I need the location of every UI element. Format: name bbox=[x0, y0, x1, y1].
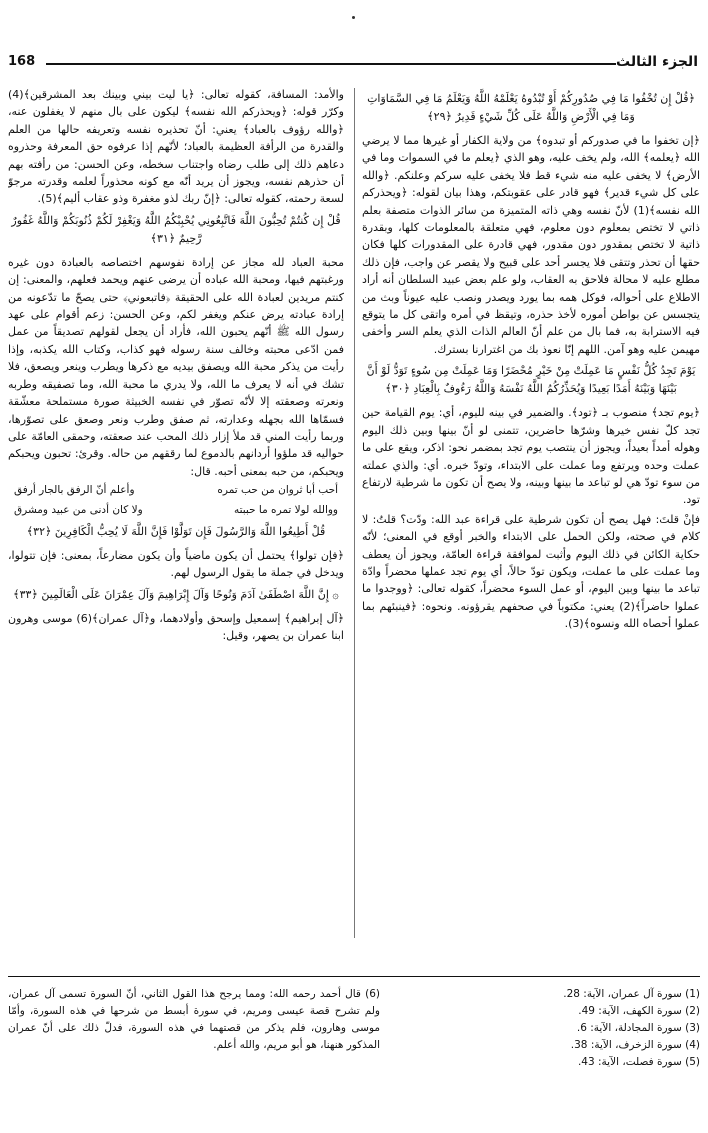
commentary-paragraph: والأمد: المسافة، كقوله تعالى: ﴿يا ليت بيني وبينك بعد المشرقين﴾(4) وكرّر قوله: ﴿ويحذركم الله نفسه﴾ ليكون على بال منهم لا يغفلون عنه، ﴿والله رؤوف بالعباد﴾ يعني: أنّ تحذيره نفسه وتعريفه حالها من العلم والقدرة من الرأفة العظيمة بالعباد؛ لأنّهم إذا عرفوه حق المعرفة وحذروه دعاهم ذلك إلى طلب رضاه واجتناب سخطه، وعن الحسن: من رأفته بهم أن حذرهم نفسه، ويجوز أن يريد أنّه مع كونه محذوراً لعلمه وقدرته مرجوّ لسعة رحمته، كقوله تعالى: ﴿إنّ ربك لذو مغفرة وذو عقاب أليم﴾(5). bbox=[8, 88, 344, 206]
footnote-rule bbox=[8, 976, 700, 977]
quran-verse: ﴿قُلْ إِن تُخْفُوا مَا فِي صُدُورِكُمْ أَوْ تُبْدُوهُ يَعْلَمْهُ اللَّهُ وَيَعْلَمُ مَا فِي السَّمَاوَاتِ وَمَا فِي الْأَرْضِ وَاللَّهُ عَلَى كُلِّ شَيْءٍ قَدِيرٌ ﴿٢٩﴾ bbox=[367, 92, 695, 123]
verse-second-half: وأعلم أنّ الرفق بالجار أرفق bbox=[14, 484, 135, 497]
footnote-line: (3) سورة المجادلة، الآية: 6. bbox=[576, 1022, 700, 1034]
running-header bbox=[6, 54, 702, 72]
commentary-paragraph: فإنْ قلتَ: فهل يصح أن تكون شرطية على قراءة عبد الله: ودّت؟ قلتُ: لا كلام في صحته، ولكن الحمل على الابتداء والخبر أوقع في المعنى؛ لأنّه حكاية الكائن في ذلك اليوم وأثبت لموافقة قراءة العامّة، ويجوز أن يعطف وما عملت على ما عملت، ويكون تودّ حالاً، أي يوم تجد عملها محضراً وادّة تباعد ما بينها وبين اليوم، أو عمل السوء محضراً، كقوله تعالى: ﴿ووجدوا ما عملوا حاضراً﴾(2) يعني: مكتوباً في صحفهم يقرؤونه. ونحوه: ﴿فينبئهم بما عملوا أحصاه الله ونسوه﴾(3). bbox=[362, 512, 700, 631]
footnote-line: (2) سورة الكهف، الآية: 49. bbox=[578, 1005, 700, 1017]
header-rule bbox=[46, 63, 616, 65]
commentary-paragraph: ﴿يوم تجد﴾ منصوب بـ ﴿تود﴾. والضمير في بينه لليوم، أي: يوم القيامة حين تجد كلّ نفس خيرها وشرّها حاضرين، تتمنى لو أنّ بينها وبين ذلك اليوم وهوله أمداً بعيداً، ويجوز أن ينتصب يوم تجد بمضمر نحو: اذكر، ويقع على ما عملت وحده ويرتفع وما عملت على الابتداء، وتودّ خبره. أي: والذي عملته من سوء تودّ هي لو تباعد ما بينها وبينه، ولا يصح أن تكون ما شرطية لارتفاع تود. bbox=[362, 406, 700, 507]
footnotes-right bbox=[400, 986, 700, 1071]
quran-verse: ۞ إِنَّ اللَّهَ اصْطَفَىٰ آدَمَ وَنُوحًا وَآلَ إِبْرَاهِيمَ وَآلَ عِمْرَانَ عَلَى الْعَالَمِينَ ﴿٣٣﴾ bbox=[13, 587, 339, 601]
page-mark bbox=[352, 16, 355, 19]
left-column bbox=[8, 86, 344, 946]
footnote-line: (1) سورة آل عمران، الآية: 28. bbox=[563, 988, 700, 1000]
right-column bbox=[362, 86, 700, 926]
footnote-line: (5) سورة فصلت، الآية: 43. bbox=[577, 1056, 700, 1068]
poem-verse bbox=[14, 482, 338, 499]
verse-first-half: أحب أبا ثروان من حب تمره bbox=[217, 484, 338, 497]
commentary-paragraph: ﴿فإن تولوا﴾ يحتمل أن يكون ماضياً وأن يكون مضارعاً، بمعنى: فإن تتولوا، ويدخل في جملة ما يقول الرسول لهم. bbox=[8, 548, 344, 580]
column-divider bbox=[354, 88, 355, 938]
quran-verse: قُلْ إِن كُنتُمْ تُحِبُّونَ اللَّهَ فَاتَّبِعُونِي يُحْبِبْكُمُ اللَّهُ وَيَغْفِرْ لَكُمْ ذُنُوبَكُمْ وَاللَّهُ غَفُورٌ رَّحِيمٌ ﴿٣١﴾ bbox=[11, 213, 341, 245]
quran-verse: يَوْمَ تَجِدُ كُلُّ نَفْسٍ مَا عَمِلَتْ مِنْ خَيْرٍ مُحْضَرًا وَمَا عَمِلَتْ مِن سُوءٍ تَوَدُّ لَوْ أَنَّ بَيْنَهَا وَبَيْنَهُ أَمَدًا بَعِيدًا وَيُحَذِّرُكُمُ اللَّهُ نَفْسَهُ وَاللَّهُ رَءُوفٌ بِالْعِبَادِ ﴿٣٠﴾ bbox=[366, 364, 696, 396]
footnote-line: (4) سورة الزخرف، الآية: 38. bbox=[570, 1039, 700, 1051]
poem-verse bbox=[14, 502, 338, 519]
commentary-paragraph: محبة العباد لله مجاز عن إرادة نفوسهم اختصاصه بالعبادة دون غيره ورغبتهم فيها، ومحبة الله عباده أن يرضى عنهم ويحمد فعلهم، والمعنى: إن كنتم مريدين لعبادة الله على الحقيقة ﴿فاتبعوني﴾ حتى يصحّ ما تدّعونه من إرادة عبادته يرض عنكم ويغفر لكم، وعن الحسن: زعم أقوام على عهد رسول الله ﷺ أنّهم يحبون الله، فأراد أن يجعل لقولهم تصديقاً من عمل فمن ادّعى محبته وخالف سنة رسوله فهو كذاب، وكتاب الله يكذبه، وإذا رأيت من يذكر محبة الله ويصفق بيديه مع ذكرها ويطرب وينعر ويصعق، فلا تشك في أنه لا يعرف ما الله، ولا يدري ما محبة الله، وما تصفيقه وطربه ونعرته وصعقته إلا لأنّه تصوّر في نفسه الخبيثة صورة مستملحة معشّقة فسمّاها الله بجهله وعدارته، ثم صفق وطرب ونعر وصعق على تصوّرها، وربما رأيت المني قد ملأ إزار ذلك المحب عند صعقته، وحمقى العامّة على حواليه قد ملؤوا أردانهم بالدموع لما رققهم من حاله. وقرئ: تحبون ويحبكم ويحبكم، من حبه بمعنى أحبه. قال: bbox=[8, 255, 344, 478]
footnote-6: (6) قال أحمد رحمه الله: ومما يرجح هذا القول الثاني، أنّ السورة تسمى آل عمران، ولم تشرح قصة عيسى ومريم، في سورة أبسط من شرحها في هذه السورة، وأمّا موسى وهارون، فلم يذكر من قصتهما في هذه السورة، فدلّ ذلك على أنّ عمران المذكور هنهنا، هو أبو مريم، والله أعلم. bbox=[8, 988, 380, 1051]
part-title: الجزء الثالث bbox=[616, 54, 698, 70]
quran-verse: قُلْ أَطِيعُوا اللَّهَ وَالرَّسُولَ فَإِن تَوَلَّوْا فَإِنَّ اللَّهَ لَا يُحِبُّ الْكَافِرِينَ ﴿٣٢﴾ bbox=[26, 524, 326, 538]
commentary-paragraph: ﴿إن تخفوا ما في صدوركم أو تبدوه﴾ من ولاية الكفار أو غيرها مما لا يرضي الله ﴿يعلمه﴾ الله، ولم يخف عليه، وهو الذي ﴿يعلم ما في السموات وما في الأرض﴾ لا يخفى عليه منه شيء قط فلا يخفى عليه سركم وعلنكم. ﴿والله على كل شيء قدير﴾ فهو قادر على عقوبتكم، وهذا بيان لقوله: ﴿ويحذركم الله نفسه﴾(1) لأنّ نفسه وهي ذاته المتميزة من سائر الذوات متصفة بعلم ذاتي لا تختص بمعلوم دون معلوم، فهي متعلقة بالمعلومات كلها، وبقدرة ذاتية لا تختص بمقدور دون مقدور، فهي قادرة على المقدورات كلها فكان حقها أن تحذر وتتقى فلا يجسر أحد على قبيح ولا يقصر عن واجب، فإن ذلك مطلع عليه لا محالة فلاحق به العقاب، ولو علم بعض عبيد السلطان أنه أراد الاطلاع على أحواله، فوكل همه بما يورد ويصدر ونصب عليه عيوناً وبث من يتجسس عن بواطن أموره لأخذ حذره، وتيقظ في أمره واتقى كل ما يتوقع فيه الاسترابة به، فما بال من علم أنّ العالم الذات الذي يعلم السر وأخفى مهيمن عليه وهو آمن. اللهم إنّا نعوذ بك من اغترارنا بسترك. bbox=[362, 134, 700, 356]
page-number: 168 bbox=[8, 54, 36, 69]
verse-first-half: ووالله لولا تمره ما حببته bbox=[233, 503, 338, 516]
verse-second-half: ولا كان أدنى من عبيد ومشرق bbox=[14, 503, 143, 516]
commentary-paragraph: ﴿آل إبراهيم﴾ إسمعيل وإسحق وأولادهما، و﴿آل عمران﴾(6) موسى وهرون ابنا عمران بن يصهر، وقيل: bbox=[8, 611, 344, 643]
